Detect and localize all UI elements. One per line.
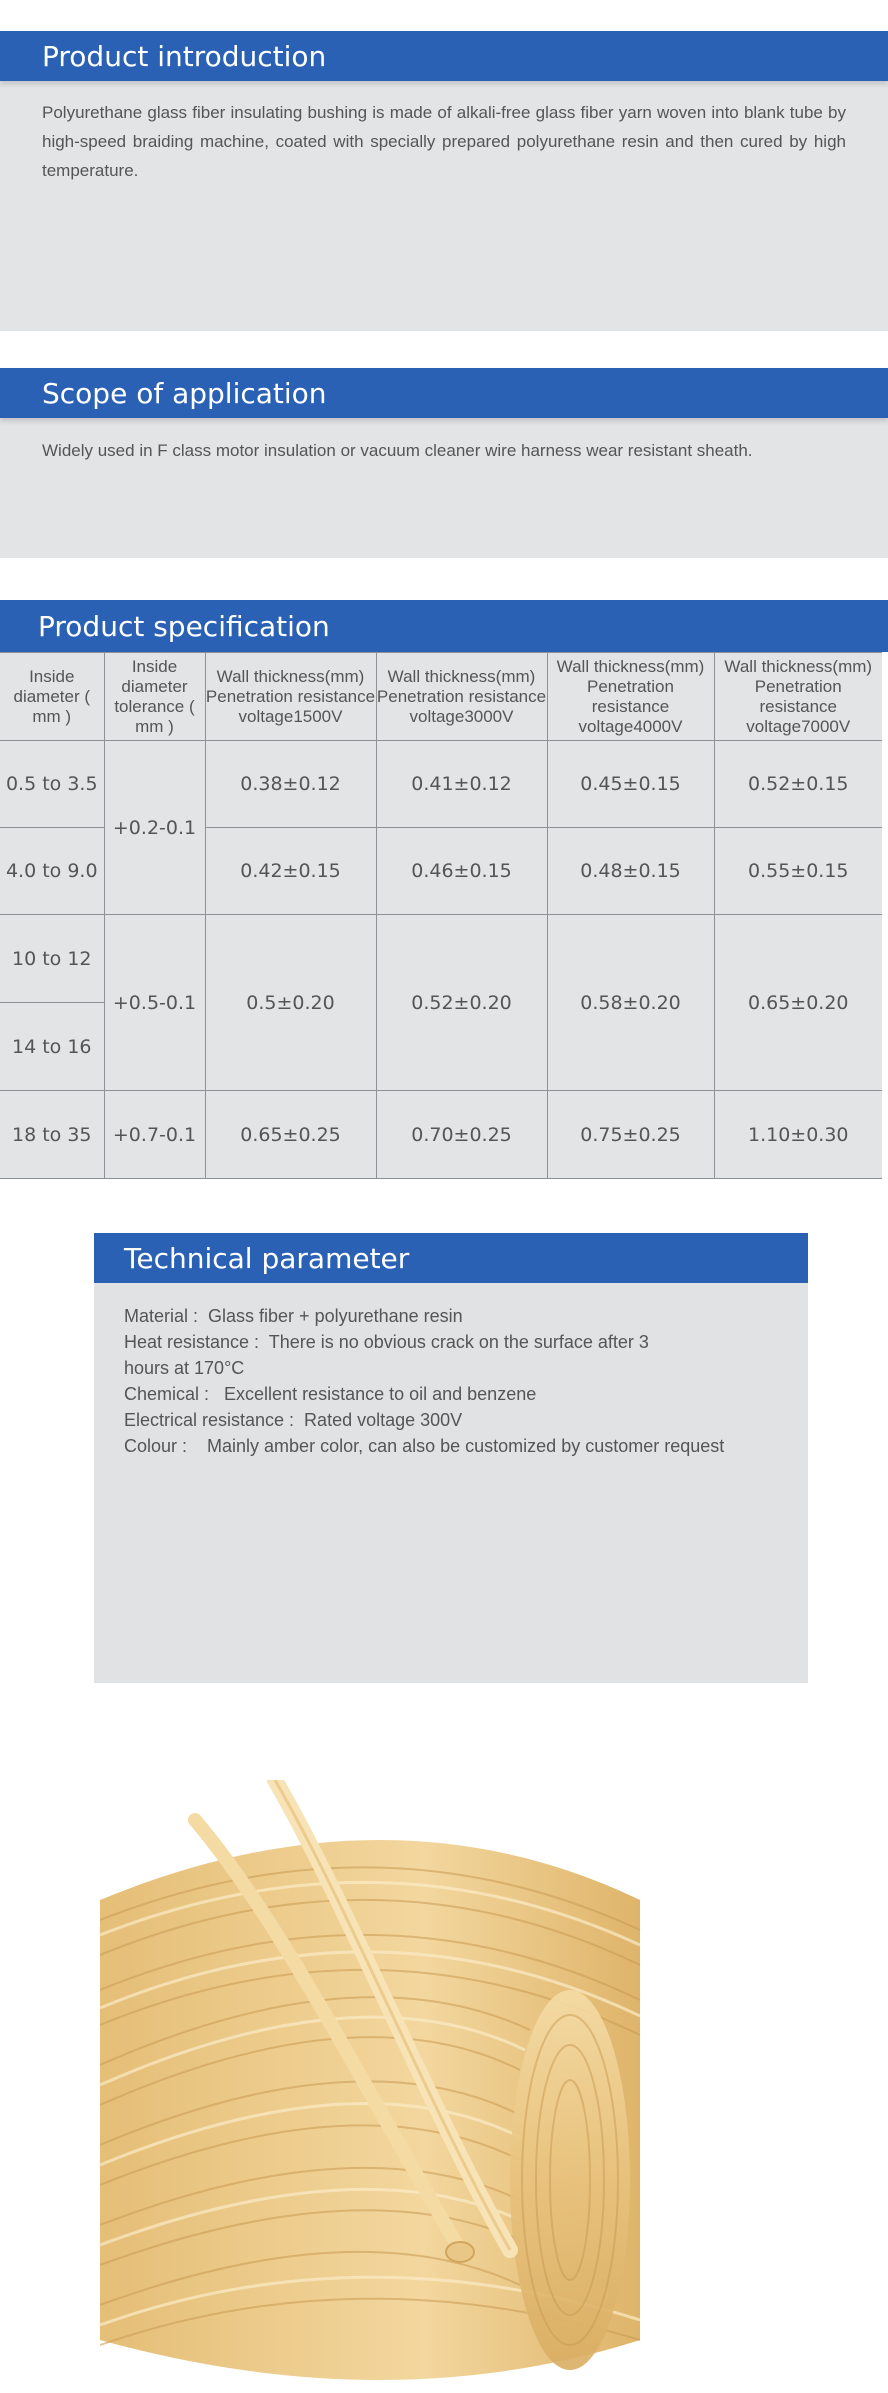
tech-line-heat-cont: hours at 170°C <box>124 1358 245 1378</box>
tech-line-material: Material : Glass fiber + polyurethane resin <box>124 1306 463 1326</box>
spec-section <box>0 600 888 652</box>
tech-line-heat: Heat resistance : There is no obvious crack on the surface after 3 <box>124 1332 649 1352</box>
table-row <box>0 741 882 828</box>
diameter-cell: 10 to 12 <box>0 915 104 1003</box>
tolerance-cell: +0.2-0.1 <box>104 741 205 915</box>
table-header: Wall thickness(mm) Penetration resistance voltage3000V <box>376 653 547 741</box>
value-cell: 0.52±0.15 <box>714 741 882 828</box>
value-cell: 0.75±0.25 <box>547 1091 714 1179</box>
value-cell: 0.42±0.15 <box>205 828 376 915</box>
table-header-row <box>0 653 882 741</box>
diameter-cell: 0.5 to 3.5 <box>0 741 104 828</box>
table-header: Wall thickness(mm) Penetration resistance voltage7000V <box>714 653 882 741</box>
value-cell: 0.41±0.12 <box>376 741 547 828</box>
diameter-cell: 18 to 35 <box>0 1091 104 1179</box>
intro-text: Polyurethane glass fiber insulating bushing is made of alkali-free glass fiber yarn woven into blank tube by high-speed braiding machine, coated with specially prepared polyurethane resin and then cured by high temperature. <box>42 103 846 180</box>
value-cell: 0.52±0.20 <box>376 915 547 1091</box>
product-introduction-section <box>0 31 888 331</box>
technical-parameter-section <box>94 1233 808 1683</box>
tech-line-electrical: Electrical resistance : Rated voltage 300V <box>124 1410 463 1430</box>
table-header: Wall thickness(mm) Penetration resistance voltage1500V <box>205 653 376 741</box>
table-row <box>0 1091 882 1179</box>
diameter-cell: 4.0 to 9.0 <box>0 828 104 915</box>
value-cell: 1.10±0.30 <box>714 1091 882 1179</box>
scope-section <box>0 368 888 558</box>
value-cell: 0.70±0.25 <box>376 1091 547 1179</box>
coil-rings <box>100 1840 640 2380</box>
tech-line-colour: Colour : Mainly amber color, can also be customized by customer request <box>124 1436 725 1456</box>
diameter-cell: 14 to 16 <box>0 1003 104 1091</box>
value-cell: 0.5±0.20 <box>205 915 376 1091</box>
value-cell: 0.55±0.15 <box>714 828 882 915</box>
spec-table <box>0 652 882 1179</box>
scope-text: Widely used in F class motor insulation or vacuum cleaner wire harness wear resistant sheath. <box>42 441 753 460</box>
tech-lines <box>94 1283 808 1459</box>
section-title: Product introduction <box>0 31 888 81</box>
value-cell: 0.38±0.12 <box>205 741 376 828</box>
table-header: Inside diameter ( mm ) <box>0 653 104 741</box>
value-cell: 0.65±0.25 <box>205 1091 376 1179</box>
section-title: Technical parameter <box>94 1233 808 1283</box>
value-cell: 0.58±0.20 <box>547 915 714 1091</box>
table-header: Wall thickness(mm) Penetration resistance voltage4000V <box>547 653 714 741</box>
product-photo <box>100 1780 688 2393</box>
value-cell: 0.46±0.15 <box>376 828 547 915</box>
section-title: Product specification <box>0 600 888 652</box>
tolerance-cell: +0.7-0.1 <box>104 1091 205 1179</box>
value-cell: 0.45±0.15 <box>547 741 714 828</box>
value-cell: 0.48±0.15 <box>547 828 714 915</box>
table-header: Inside diameter tolerance ( mm ) <box>104 653 205 741</box>
table-row <box>0 915 882 1003</box>
section-title: Scope of application <box>0 368 888 418</box>
value-cell: 0.65±0.20 <box>714 915 882 1091</box>
tech-line-chemical: Chemical : Excellent resistance to oil and benzene <box>124 1384 537 1404</box>
tolerance-cell: +0.5-0.1 <box>104 915 205 1091</box>
